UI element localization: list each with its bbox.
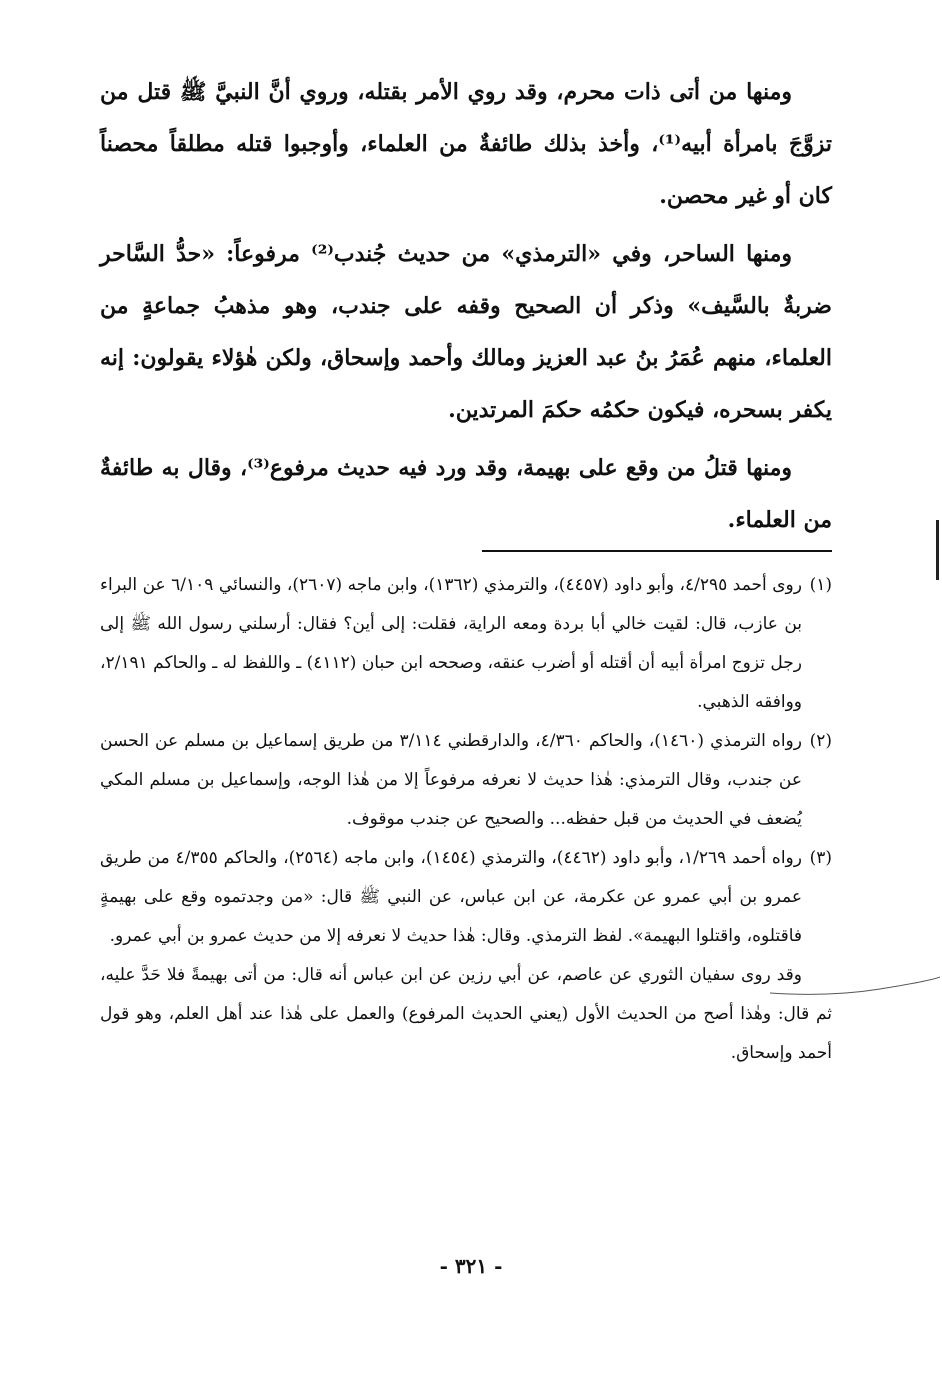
paragraph: ومنها قتلُ من وقع على بهيمة، وقد ورد فيه حديث مرفوع⁽³⁾، وقال به طائفةٌ من العلماء. [100, 455, 832, 533]
paragraph: ومنها من أتى ذات محرم، وقد روي الأمر بقتله، وروي أنَّ النبيَّ ﷺ قتل من تزوَّجَ بامرأة أبيه⁽¹⁾، وأخذ بذلك طائفةٌ من العلماء، وأوجبوا قتله مطلقاً محصناً كان أو غير محصن. [100, 79, 833, 209]
pencil-mark [770, 975, 940, 1005]
footnote-text: رواه الترمذي (١٤٦٠)، والحاكم ٤/٣٦٠، والدارقطني ٣/١١٤ من طريق إسماعيل بن مسلم عن الحسن عن جندب، وقال الترمذي: هٰذا حديث لا نعرفه مرفوعاً إلا من هٰذا الوجه، وإسماعيل بن مسلم المكي يُضعف في الحديث من قبل حفظه... والصحيح عن جندب موقوف. [100, 731, 802, 829]
footnote [100, 839, 832, 956]
page-number: - ٣٢١ - [439, 1254, 503, 1278]
footnote-continuation: وقد روى سفيان الثوري عن عاصم، عن أبي رزين عن ابن عباس أنه قال: من أتى بهيمةً فلا حَدَّ عليه، ثم قال: وهٰذا أصح من الحديث الأول (يعني الحديث المرفوع) والعمل على هٰذا عند أهل العلم، وهو قول أحمد وإسحاق. [100, 965, 832, 1063]
footnote-number: (٢) [809, 731, 832, 751]
footnote-text: روى أحمد ٤/٢٩٥، وأبو داود (٤٤٥٧)، والترمذي (١٣٦٢)، وابن ماجه (٢٦٠٧)، والنسائي ٦/١٠٩ عن البراء بن عازب، قال: لقيت خالي أبا بردة ومعه الراية، فقلت: إلى أين؟ فقال: أرسلني رسول الله ﷺ إلى رجل تزوج امرأة أبيه أن أقتله أو أضرب عنقه، وصححه ابن حبان (٤١١٢) ـ واللفظ له ـ والحاكم ٢/١٩١، ووافقه الذهبي. [100, 575, 802, 712]
footnote-text: رواه أحمد ١/٢٦٩، وأبو داود (٤٤٦٢)، والترمذي (١٤٥٤)، وابن ماجه (٢٥٦٤)، والحاكم ٤/٣٥٥ من طريق عمرو بن أبي عمرو عن عكرمة، عن ابن عباس، عن النبي ﷺ قال: «من وجدتموه وقع على بهيمةٍ فاقتلوه، واقتلوا البهيمة». لفظ الترمذي. وقال: هٰذا حديث لا نعرفه إلا من حديث عمرو بن أبي عمرو. [100, 848, 802, 946]
main-text [100, 66, 832, 552]
paragraph: ومنها الساحر، وفي «الترمذي» من حديث جُندب⁽²⁾ مرفوعاً: «حدُّ السَّاحر ضربةٌ بالسَّيف» وذكر أن الصحيح وقفه على جندب، وهو مذهبُ جماعةٍ من العلماء، منهم عُمَرُ بنُ عبد العزيز ومالك وأحمد وإسحاق، ولكن هٰؤلاء يقولون: إنه يكفر بسحره، فيكون حكمُه حكمَ المرتدين. [100, 241, 832, 423]
footnotes [100, 566, 832, 1073]
footnote-number: (١) [809, 575, 832, 595]
footnote-number: (٣) [809, 848, 832, 868]
footnote-separator [482, 550, 832, 552]
footnote [100, 566, 832, 722]
footnote [100, 722, 832, 839]
margin-mark [936, 520, 939, 580]
